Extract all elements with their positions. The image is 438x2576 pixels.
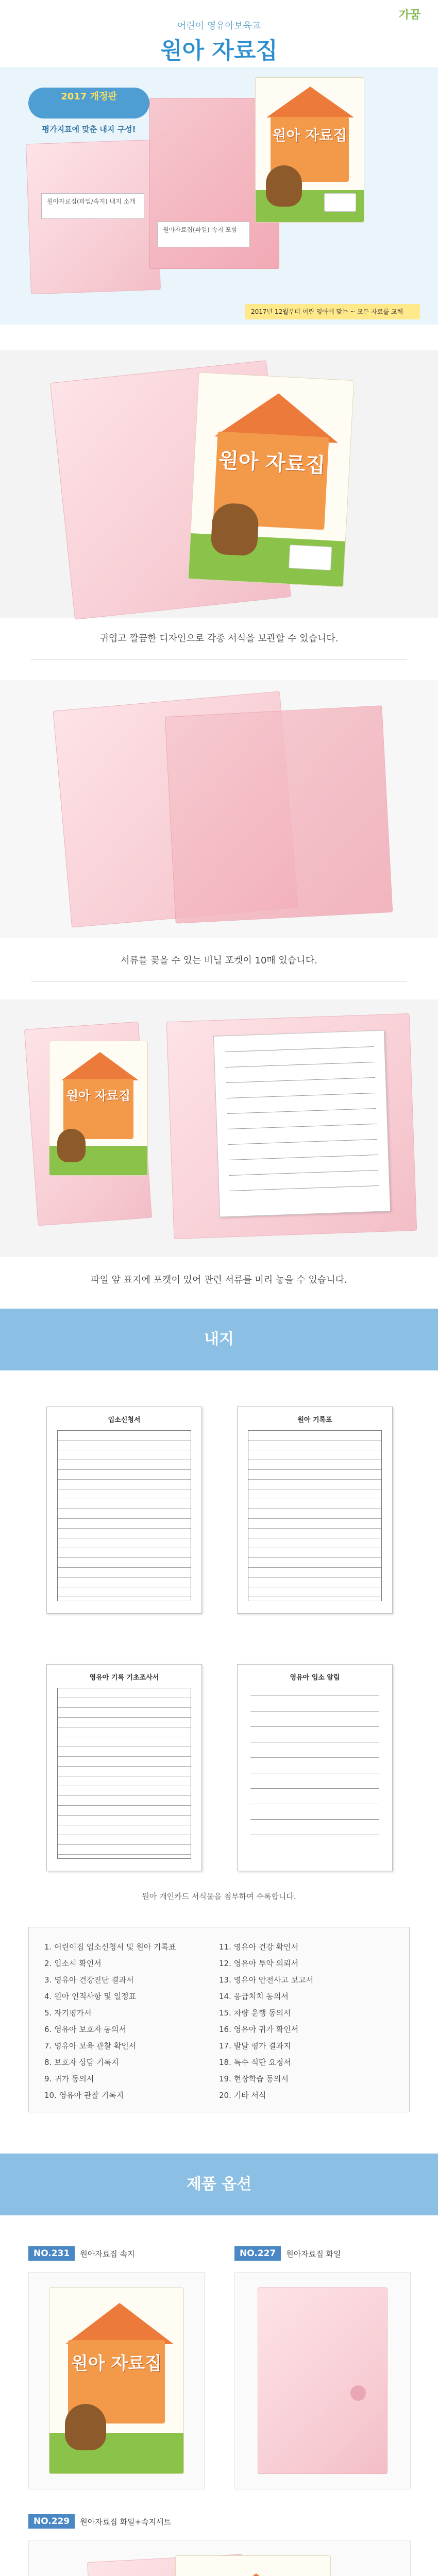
contents-list-right (219, 1939, 394, 2100)
option-3-tag: NO.229 (28, 2514, 75, 2529)
hero-center-label: 원아자료집(파일) 속지 포함 (157, 222, 250, 247)
caption-2: 서류를 꽂을 수 있는 비닐 포켓이 10매 있습니다. (121, 955, 317, 966)
bear-icon (57, 1129, 86, 1162)
inner-page-1 (46, 1406, 202, 1614)
list-item: 1. 어린이집 입소신청서 및 원아 기록표 (44, 1942, 176, 1952)
list-item: 8. 보호자 상담 기록지 (44, 2058, 119, 2067)
hero-badge-line1: 2017 개정판 (61, 91, 117, 102)
hero-badge-line2: 평가지표에 맞춘 내지 구성! (42, 125, 136, 134)
divider (31, 659, 407, 660)
list-item: 18. 특수 식단 요청서 (219, 2058, 291, 2067)
list-item: 4. 원아 인적사항 및 일정표 (44, 1992, 137, 2001)
option-1-tag: NO.231 (28, 2246, 75, 2261)
inner-page-2-title: 원아 기록표 (297, 1416, 332, 1424)
list-item: 2. 입소시 확인서 (44, 1959, 102, 1968)
list-item: 12. 영유아 투약 의뢰서 (219, 1959, 299, 1968)
option-1-name: 원아자료집 속지 (80, 2249, 135, 2259)
option-2-binder (258, 2287, 388, 2474)
ring-icon (350, 2385, 366, 2401)
divider (31, 981, 407, 982)
option-3-name: 원아자료집 화일+속지세트 (80, 2517, 171, 2527)
hero-cover (255, 77, 364, 223)
photo1-cover-title: 원아 자료집 (218, 448, 326, 478)
brand-logo: 가꿈 (398, 8, 421, 22)
contents-list-left (44, 1939, 219, 2100)
bear-icon (210, 502, 259, 556)
option-2-name: 원아자료집 화일 (286, 2249, 341, 2259)
list-item: 20. 기타 서식 (219, 2091, 266, 2100)
inner-page-1-title: 입소신청서 (108, 1416, 141, 1424)
inner-page-2 (237, 1406, 393, 1614)
inner-page-4 (237, 1664, 393, 1871)
list-item: 9. 귀가 동의서 (44, 2074, 94, 2083)
photo3-cover (49, 1041, 148, 1176)
header-subtitle: 어린이 영유아보육교 (177, 21, 261, 31)
section-options-header: 제품 옵션 (0, 2154, 438, 2215)
option-1-cover (49, 2287, 184, 2474)
inner-note: 원아 개인카드 서식물을 첨부하여 수록합니다. (142, 1892, 296, 1901)
name-tag-icon (324, 193, 356, 212)
list-item: 5. 자기평가서 (44, 2008, 92, 2018)
inner-page-3 (46, 1664, 202, 1871)
list-item: 6. 영유아 보호자 동의서 (44, 2025, 127, 2034)
page-title: 원아 자료집 (160, 38, 278, 64)
hero-note: 2017년 12월부터 어린 영아에 맞는 ~ 모든 자료를 교체 (245, 304, 420, 319)
photo2-pocket (165, 705, 393, 924)
photo3-cover-title: 원아 자료집 (66, 1088, 131, 1103)
option-2-header (234, 2246, 341, 2261)
section-inner-header: 내지 (0, 1309, 438, 1370)
caption-3: 파일 앞 표지에 포켓이 있어 관련 서류를 미리 놓을 수 있습니다. (91, 1275, 347, 1285)
hero-badge (28, 88, 149, 118)
list-item: 17. 발달 평가 결과지 (219, 2041, 291, 2050)
list-item: 3. 영유아 건강진단 결과서 (44, 1975, 134, 1985)
option-1-header (28, 2246, 134, 2261)
inner-page-4-title: 영유아 입소 알림 (290, 1674, 340, 1682)
hero-left-label: 원아자료집(파일/속지) 내지 소개 (41, 193, 144, 219)
list-item: 7. 영유아 보육 관찰 확인서 (44, 2041, 137, 2050)
inner-page-3-title: 영유아 기록 기초조사서 (89, 1674, 159, 1682)
bear-icon (266, 165, 302, 207)
hero-cover-title: 원아 자료집 (272, 126, 347, 144)
list-item: 16. 영유아 귀가 확인서 (219, 2025, 299, 2034)
option-3-cover (175, 2555, 331, 2576)
list-item: 11. 영유아 건강 확인서 (219, 1942, 299, 1952)
list-item: 19. 현장학습 동의서 (219, 2074, 289, 2083)
list-item: 15. 차량 운행 동의서 (219, 2008, 291, 2018)
option-2-tag: NO.227 (234, 2246, 281, 2261)
caption-1: 귀엽고 깔끔한 디자인으로 각종 서식을 보관할 수 있습니다. (99, 633, 339, 644)
photo3-document (213, 1030, 391, 1217)
name-tag-icon (289, 545, 332, 570)
contents-list (28, 1927, 410, 2112)
bear-icon (65, 2404, 106, 2450)
photo1-cover (188, 372, 355, 587)
option-1-cover-title: 원아 자료집 (71, 2353, 162, 2374)
list-item: 14. 응급처치 동의서 (219, 1992, 289, 2001)
list-item: 10. 영유아 관찰 기록지 (44, 2091, 124, 2100)
list-item: 13. 영유아 안전사고 보고서 (219, 1975, 314, 1985)
option-3-header (28, 2514, 171, 2529)
